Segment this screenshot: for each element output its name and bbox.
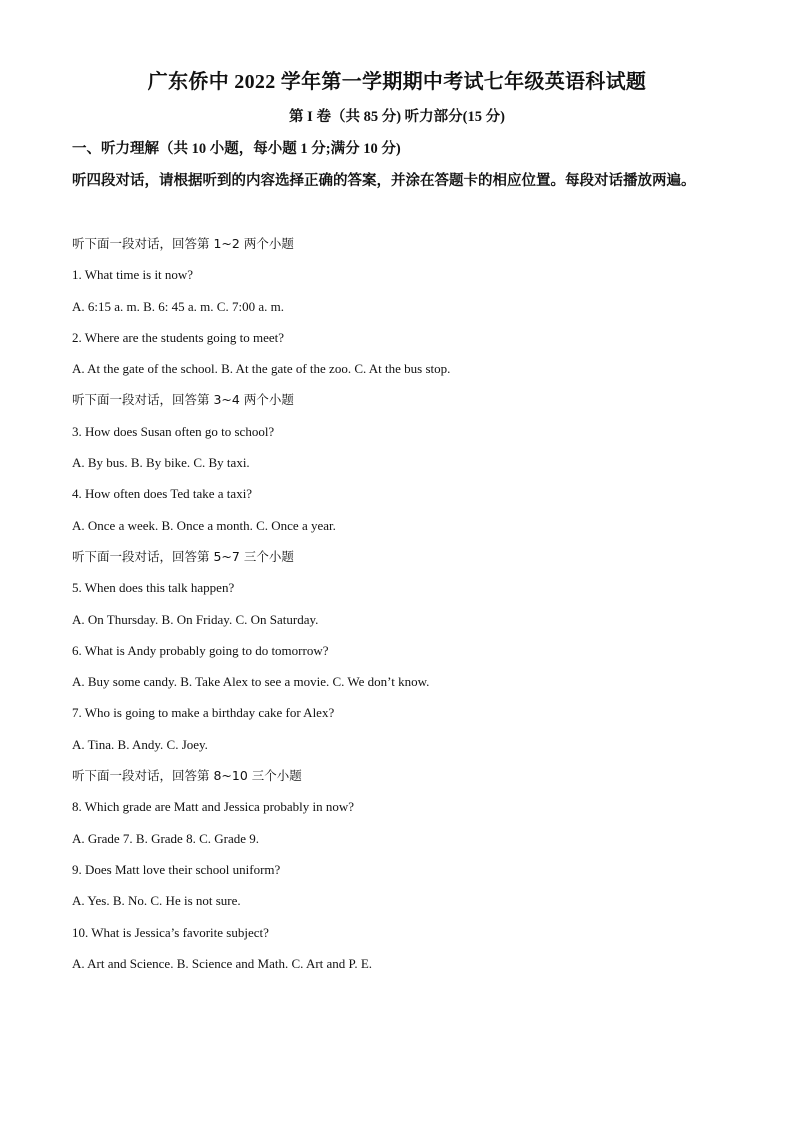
dialogue-intro: 听下面一段对话，回答第 8~10 三个小题 bbox=[72, 768, 302, 784]
answer-options: A. Yes. B. No. C. He is not sure. bbox=[72, 893, 241, 909]
dialogue-intro: 听下面一段对话，回答第 1~2 两个小题 bbox=[72, 236, 294, 251]
answer-options: A. Buy some candy. B. Take Alex to see a movie. C. We don’t know. bbox=[72, 674, 430, 690]
answer-options: A. Art and Science. B. Science and Math. C. Art and P. E. bbox=[72, 955, 373, 971]
question: 2. Where are the students going to meet? bbox=[72, 329, 285, 345]
answer-options: A. 6:15 a. m. B. 6: 45 a. m. C. 7:00 a. m. bbox=[72, 298, 284, 314]
answer-options: A. By bus. B. By bike. C. By taxi. bbox=[72, 455, 250, 471]
listening-instructions: 听四段对话，请根据听到的内容选择正确的答案，并涂在答题卡的相应位置。每段对话播放两遍。 bbox=[72, 173, 696, 189]
question: 1. What time is it now? bbox=[72, 267, 194, 283]
answer-options: A. Once a week. B. Once a month. C. Once a year. bbox=[72, 517, 336, 533]
question-list bbox=[72, 228, 732, 979]
listening-section-heading: 一、听力理解（共 10 小题，每小题 1 分;满分 10 分) bbox=[72, 141, 401, 157]
answer-options: A. At the gate of the school. B. At the gate of the zoo. C. At the bus stop. bbox=[72, 361, 451, 377]
page-title: 广东侨中 2022 学年第一学期期中考试七年级英语科试题 bbox=[147, 71, 647, 93]
dialogue-intro: 听下面一段对话，回答第 3~4 两个小题 bbox=[72, 392, 294, 408]
dialogue-intro: 听下面一段对话，回答第 5~7 三个小题 bbox=[72, 548, 294, 564]
section-subtitle: 第 I 卷（共 85 分) 听力部分(15 分) bbox=[289, 109, 505, 125]
answer-options: A. Tina. B. Andy. C. Joey. bbox=[72, 736, 208, 752]
question: 6. What is Andy probably going to do tomorrow? bbox=[72, 642, 329, 658]
answer-options: A. Grade 7. B. Grade 8. C. Grade 9. bbox=[72, 830, 260, 846]
question: 7. Who is going to make a birthday cake for Alex? bbox=[72, 705, 335, 721]
question: 3. How does Susan often go to school? bbox=[72, 423, 275, 439]
answer-options: A. On Thursday. B. On Friday. C. On Saturday. bbox=[72, 611, 319, 627]
question: 9. Does Matt love their school uniform? bbox=[72, 861, 281, 877]
question: 4. How often does Ted take a taxi? bbox=[72, 486, 253, 502]
question: 10. What is Jessica’s favorite subject? bbox=[72, 924, 269, 940]
question: 5. When does this talk happen? bbox=[72, 580, 235, 596]
question: 8. Which grade are Matt and Jessica probably in now? bbox=[72, 799, 355, 815]
